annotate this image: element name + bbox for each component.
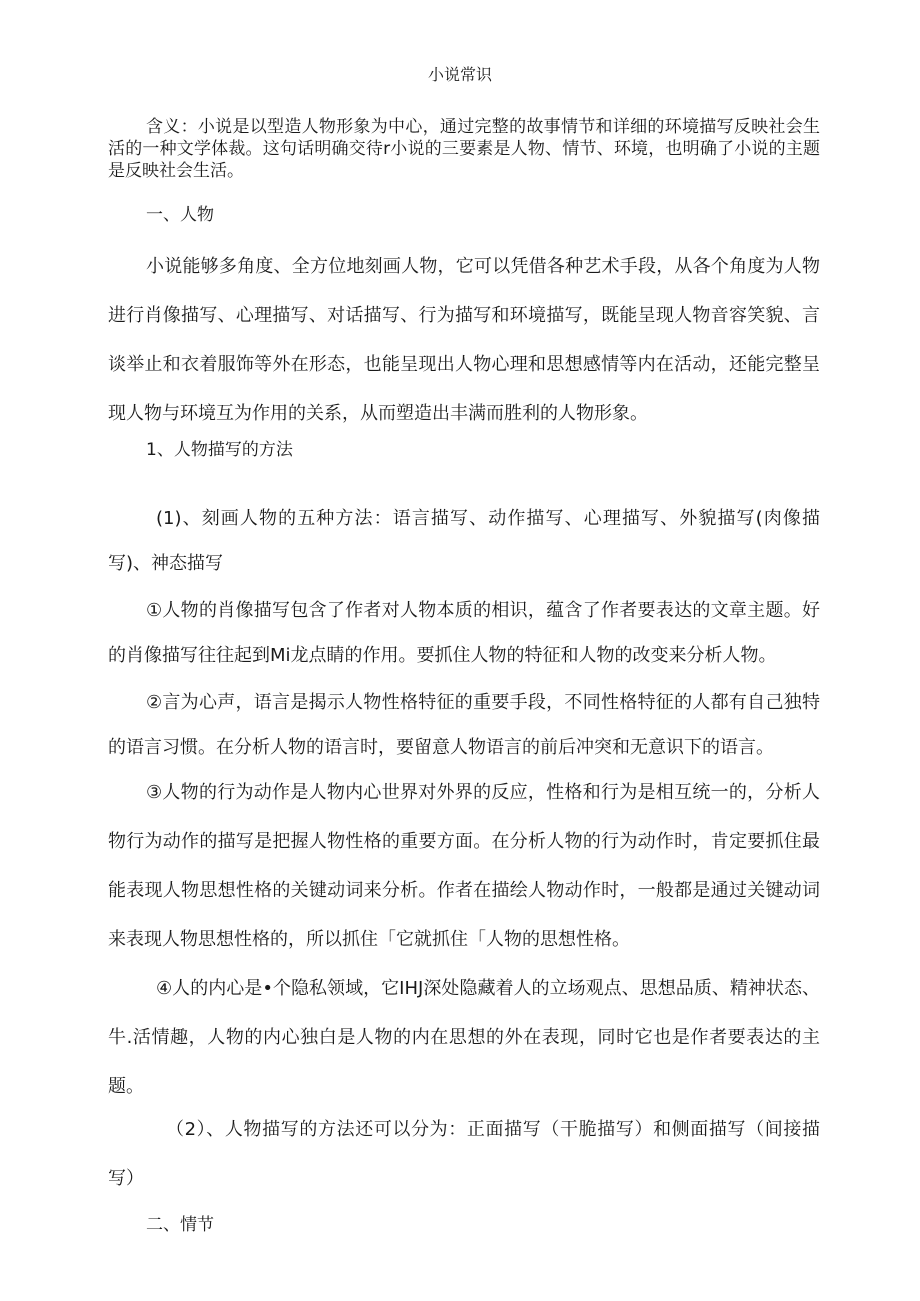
portrait-point-paragraph: ①人物的肖像描写包含了作者对人物本质的相识，蕴含了作者要表达的文章主题。好的肖像描写往往起到Mi龙点睛的作用。要抓住人物的特征和人物的改变来分析人物。	[108, 600, 820, 666]
five-methods-paragraph: (1)、刻画人物的五种方法：语言描写、动作描写、心理描写、外貌描写(肉像描写)、神态描写	[108, 508, 820, 574]
section-heading-plot: 二、情节	[146, 1215, 214, 1235]
definition-paragraph: 含义：小说是以型造人物形象为中心，通过完整的故事情节和详细的环境描写反映社会生活的一种文学体裁。这句话明确交待r小说的三要素是人物、情节、环境，也明确了小说的主题是反映社会生活。	[108, 117, 820, 181]
inner-point-paragraph: ④人的内心是•个隐私领域，它IHJ深处隐藏着人的立场观点、思想品质、精神状态、牛.活情趣，人物的内心独白是人物的内在思想的外在表现，同时它也是作者要表达的主题。	[108, 978, 820, 1097]
subsection-heading-methods: 1、人物描写的方法	[146, 440, 293, 460]
characters-intro-paragraph: 小说能够多角度、全方位地刻画人物，它可以凭借各种艺术手段，从各个角度为人物进行肖像描写、心理描写、对话描写、行为描写和环境描写，既能呈现人物音容笑貌、言谈举止和衣着服饰等外在形态，也能呈现出人物心理和思想感情等内在活动，还能完整呈现人物与环境互为作用的关系，从而塑造出丰满而胜利的人物形象。	[108, 256, 820, 424]
page-title: 小说常识	[427, 65, 492, 84]
methods-category-paragraph: （2）、人物描写的方法还可以分为：正面描写（干脆描写）和侧面描写（间接描写）	[108, 1119, 820, 1189]
section-heading-characters: 一、人物	[146, 205, 214, 225]
action-point-paragraph: ③人物的行为动作是人物内心世界对外界的反应，性格和行为是相互统一的，分析人物行为动作的描写是把握人物性格的重要方面。在分析人物的行为动作时，肯定要抓住最能表现人物思想性格的关键动词来分析。作者在描绘人物动作时，一般都是通过关键动词来表现人物思想性格的，所以抓住「它就抓住「人物的思想性格。	[108, 782, 820, 950]
language-point-paragraph: ②言为心声，语言是揭示人物性格特征的重要手段，不同性格特征的人都有自己独特的语言习惯。在分析人物的语言时，要留意人物语言的前后冲突和无意识下的语言。	[108, 692, 820, 758]
